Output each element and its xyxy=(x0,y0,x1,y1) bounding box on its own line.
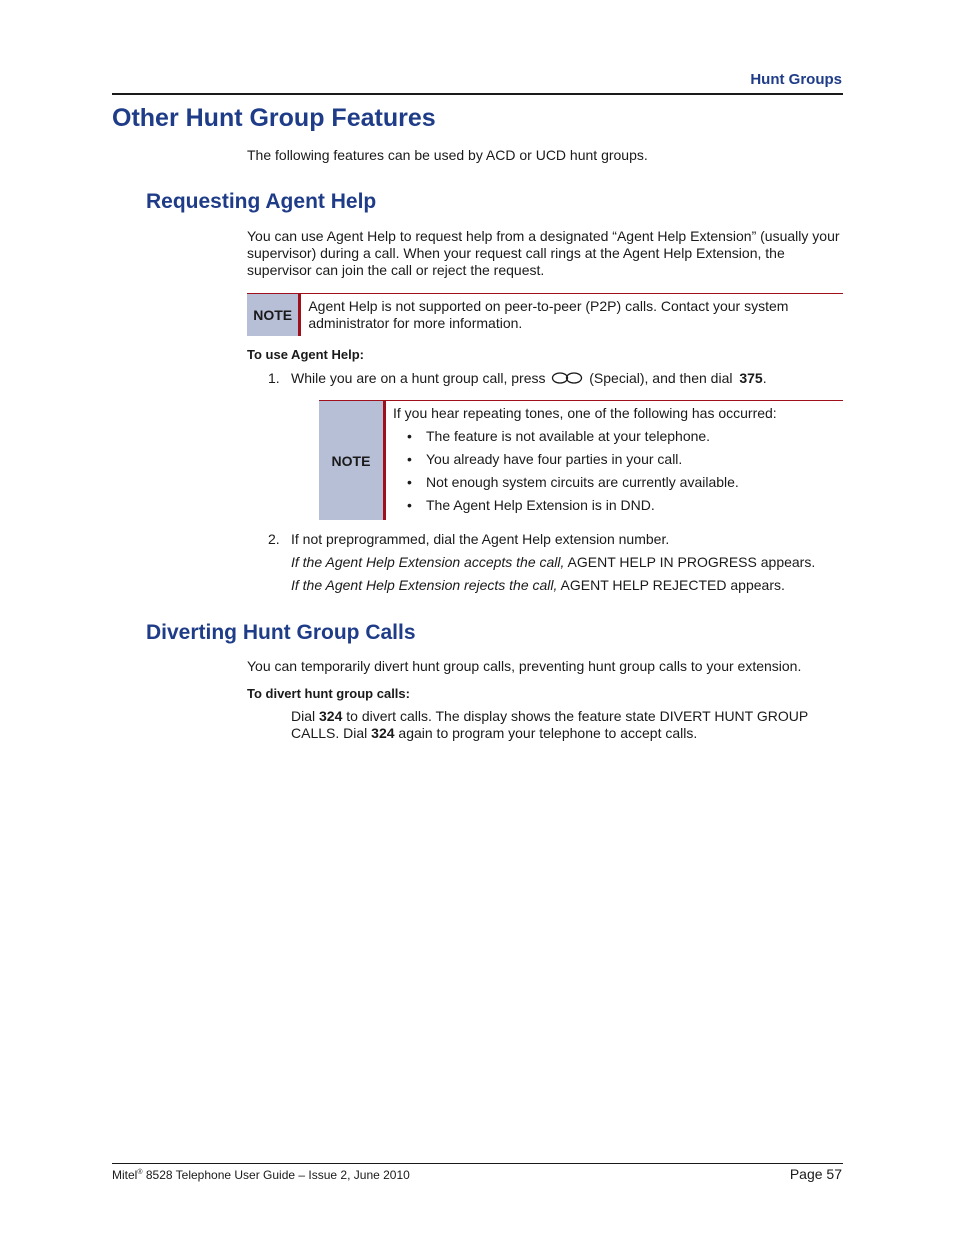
step-2-text: If not preprogrammed, dial the Agent Help extension number. xyxy=(291,531,670,547)
note-box-p2p xyxy=(247,293,843,336)
section-heading-agent-help: Requesting Agent Help xyxy=(146,190,377,213)
procedure-title-divert: To divert hunt group calls: xyxy=(247,686,410,701)
note-label: NOTE xyxy=(247,294,301,336)
divert-text: again to program your telephone to accept calls. xyxy=(394,725,698,741)
note-intro: If you hear repeating tones, one of the following has occurred: xyxy=(393,405,777,421)
divert-line-2 xyxy=(291,725,697,742)
feature-code-375: 375 xyxy=(739,370,763,386)
special-key-icon xyxy=(551,371,583,388)
step-number: 2. xyxy=(268,531,280,547)
feature-code-324: 324 xyxy=(371,725,395,741)
divert-text: CALLS. Dial xyxy=(291,725,372,741)
list-item: • You already have four parties in your call. xyxy=(393,451,777,468)
reject-result: AGENT HELP REJECTED appears. xyxy=(557,577,785,593)
note-box-tones xyxy=(319,400,843,520)
list-item: • The feature is not available at your telephone. xyxy=(393,428,777,445)
section-heading-divert: Diverting Hunt Group Calls xyxy=(146,621,416,644)
page-title: Other Hunt Group Features xyxy=(112,104,436,132)
step-1-end: . xyxy=(762,370,767,386)
registered-mark: ® xyxy=(137,1169,143,1176)
page-number: Page 57 xyxy=(789,1166,842,1182)
procedure-title-agent-help: To use Agent Help: xyxy=(247,347,364,362)
step-2-reject xyxy=(291,577,785,594)
list-item: • The Agent Help Extension is in DND. xyxy=(393,497,777,514)
footer-guide: 8528 Telephone User Guide – Issue 2, June 2010 xyxy=(142,1168,410,1182)
footer-brand: Mitel xyxy=(112,1168,138,1182)
divert-line-1 xyxy=(291,708,808,725)
intro-text: The following features can be used by ACD or UCD hunt groups. xyxy=(247,147,648,163)
step-1-post: (Special), and then dial xyxy=(589,370,733,386)
running-header: Hunt Groups xyxy=(750,71,842,88)
step-2-accept xyxy=(291,554,815,571)
note-label: NOTE xyxy=(319,401,386,520)
list-item: • Not enough system circuits are currently available. xyxy=(393,474,777,491)
feature-code-324: 324 xyxy=(319,708,343,724)
step-1-text xyxy=(291,370,767,388)
divert-text: to divert calls. The display shows the feature state DIVERT HUNT GROUP xyxy=(342,708,809,724)
accept-condition: If the Agent Help Extension accepts the call, xyxy=(291,554,565,570)
agent-help-body: You can use Agent Help to request help from a designated “Agent Help Extension” (usually your supervisor) during a call. When your request call rings at the Agent Help Extension, the supervisor can join the call or reject the request. xyxy=(247,228,840,278)
note-content xyxy=(386,401,777,520)
note-text: Agent Help is not supported on peer-to-peer (P2P) calls. Contact your system administrator for more information. xyxy=(308,298,789,331)
reject-condition: If the Agent Help Extension rejects the call, xyxy=(291,577,558,593)
footer-rule xyxy=(112,1163,843,1164)
divert-text: Dial xyxy=(291,708,320,724)
footer-guide-title xyxy=(112,1168,410,1182)
header-rule xyxy=(112,93,843,95)
step-1-pre: While you are on a hunt group call, press xyxy=(291,370,546,386)
step-number: 1. xyxy=(268,370,280,386)
divert-body: You can temporarily divert hunt group calls, preventing hunt group calls to your extension. xyxy=(247,658,802,674)
accept-result: AGENT HELP IN PROGRESS appears. xyxy=(564,554,816,570)
